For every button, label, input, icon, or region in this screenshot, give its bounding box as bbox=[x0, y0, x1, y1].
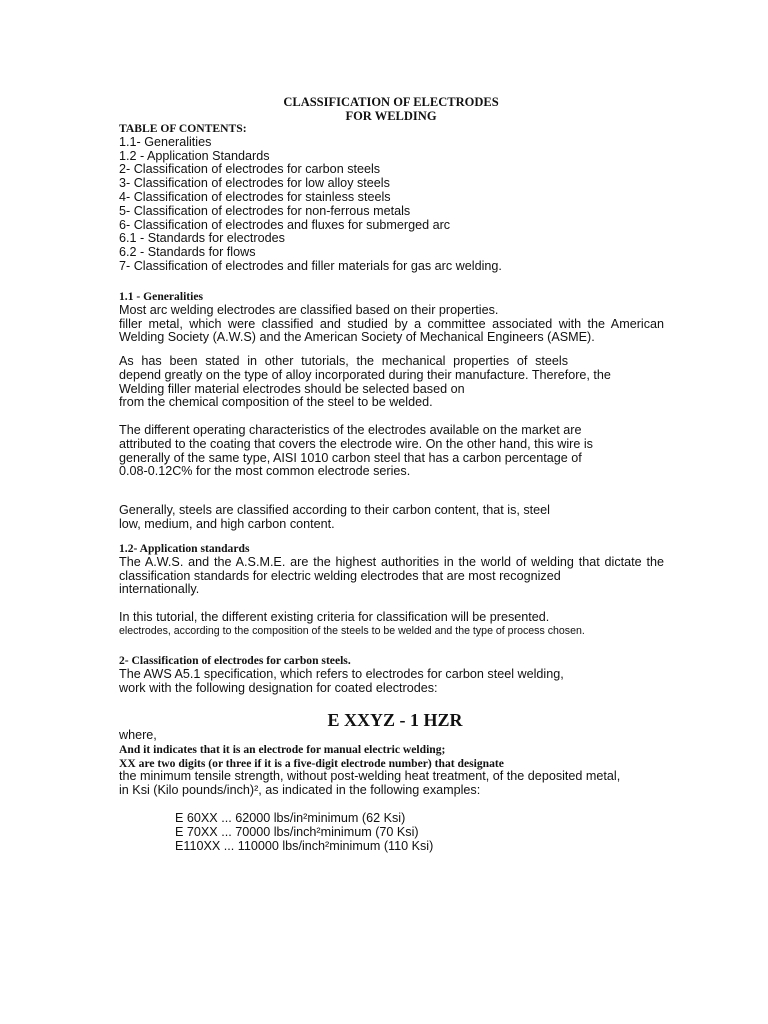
paragraph-line: work with the following designation for coated electrodes: bbox=[119, 680, 438, 695]
paragraph-line: attributed to the coating that covers the electrode wire. On the other hand, this wire is bbox=[119, 436, 593, 451]
toc-item: 6.1 - Standards for electrodes bbox=[119, 231, 285, 246]
paragraph-line: filler metal, which were classified and studied by a committee associated with the American bbox=[119, 316, 664, 331]
example-line: E110XX ... 110000 lbs/inch²minimum (110 Ksi) bbox=[175, 839, 434, 854]
toc-item: 6.2 - Standards for flows bbox=[119, 245, 256, 260]
electrode-designation-formula: E XXYZ - 1 HZR bbox=[327, 710, 463, 730]
paragraph-tutorial-criteria bbox=[119, 611, 664, 639]
paragraph-line: generally of the same type, AISI 1010 carbon steel that has a carbon percentage of bbox=[119, 450, 582, 465]
toc-item: 6- Classification of electrodes and fluxes for submerged arc bbox=[119, 217, 451, 232]
paragraph-line: in Ksi (Kilo pounds/inch)², as indicated in the following examples: bbox=[119, 783, 481, 798]
paragraph-line: Welding Society (A.W.S) and the American Society of Mechanical Engineers (ASME). bbox=[119, 330, 595, 345]
tensile-strength-examples bbox=[175, 811, 433, 854]
paragraph-line: low, medium, and high carbon content. bbox=[119, 516, 335, 531]
toc-item: 4- Classification of electrodes for stainless steels bbox=[119, 189, 391, 204]
paragraph-line: Generally, steels are classified according to their carbon content, that is, steel bbox=[119, 503, 550, 517]
paragraph-line: the minimum tensile strength, without post-welding heat treatment, of the deposited metal, bbox=[119, 769, 621, 784]
paragraph-line: where, bbox=[119, 728, 157, 742]
toc-item: 1.1- Generalities bbox=[119, 134, 212, 149]
paragraph-line: classification standards for electric welding electrodes that are most recognized bbox=[119, 568, 561, 583]
section-generalities bbox=[119, 290, 664, 345]
section-heading: 1.1 - Generalities bbox=[119, 290, 204, 303]
paragraph-line: depend greatly on the type of alloy incorporated during their manufacture. Therefore, the bbox=[119, 367, 611, 382]
bold-line: And it indicates that it is an electrode for manual electric welding; bbox=[119, 742, 446, 756]
paragraph-line: The different operating characteristics of the electrodes available on the market are bbox=[119, 423, 582, 437]
section-carbon-steels bbox=[119, 654, 664, 695]
paragraph-line: 0.08-0.12C% for the most common electrode series. bbox=[119, 464, 411, 479]
paragraph-mechanical-properties bbox=[119, 355, 664, 410]
section-heading: 1.2- Application standards bbox=[119, 542, 250, 555]
toc-item: 5- Classification of electrodes for non-ferrous metals bbox=[119, 203, 411, 218]
paragraph-line: Most arc welding electrodes are classified based on their properties. bbox=[119, 302, 499, 317]
paragraph-line: The A.W.S. and the A.S.M.E. are the highest authorities in the world of welding that dictate the bbox=[119, 554, 664, 569]
example-line: E 70XX ... 70000 lbs/inch²minimum (70 Ksi) bbox=[175, 825, 419, 840]
section-heading: 2- Classification of electrodes for carbon steels. bbox=[119, 654, 351, 667]
paragraph-line: from the chemical composition of the steel to be welded. bbox=[119, 395, 433, 410]
paragraph-line: electrodes, according to the composition of the steels to be welded and the type of process chosen. bbox=[119, 624, 585, 637]
title-line-1: CLASSIFICATION OF ELECTRODES bbox=[283, 95, 499, 109]
toc-item: 1.2 - Application Standards bbox=[119, 148, 270, 163]
table-of-contents bbox=[119, 122, 664, 274]
paragraph-line: The AWS A5.1 specification, which refers to electrodes for carbon steel welding, bbox=[119, 666, 564, 681]
formula-explanation bbox=[119, 729, 664, 798]
toc-item: 7- Classification of electrodes and filler materials for gas arc welding. bbox=[119, 258, 502, 273]
toc-heading: TABLE OF CONTENTS: bbox=[119, 122, 247, 135]
document-title bbox=[0, 95, 768, 123]
section-application-standards bbox=[119, 542, 664, 597]
bold-line: XX are two digits (or three if it is a five-digit electrode number) that designate bbox=[119, 756, 504, 770]
paragraph-line: internationally. bbox=[119, 582, 200, 597]
paragraph-operating-characteristics bbox=[119, 424, 664, 479]
example-line: E 60XX ... 62000 lbs/in²minimum (62 Ksi) bbox=[175, 811, 406, 825]
paragraph-carbon-content bbox=[119, 504, 664, 532]
paragraph-line: Welding filler material electrodes should be selected based on bbox=[119, 381, 465, 396]
toc-item: 2- Classification of electrodes for carbon steels bbox=[119, 162, 381, 177]
title-line-2: FOR WELDING bbox=[345, 109, 437, 123]
paragraph-line: In this tutorial, the different existing criteria for classification will be presented. bbox=[119, 610, 550, 624]
paragraph-line: As has been stated in other tutorials, the mechanical properties of steels bbox=[119, 354, 568, 368]
toc-item: 3- Classification of electrodes for low alloy steels bbox=[119, 176, 390, 191]
